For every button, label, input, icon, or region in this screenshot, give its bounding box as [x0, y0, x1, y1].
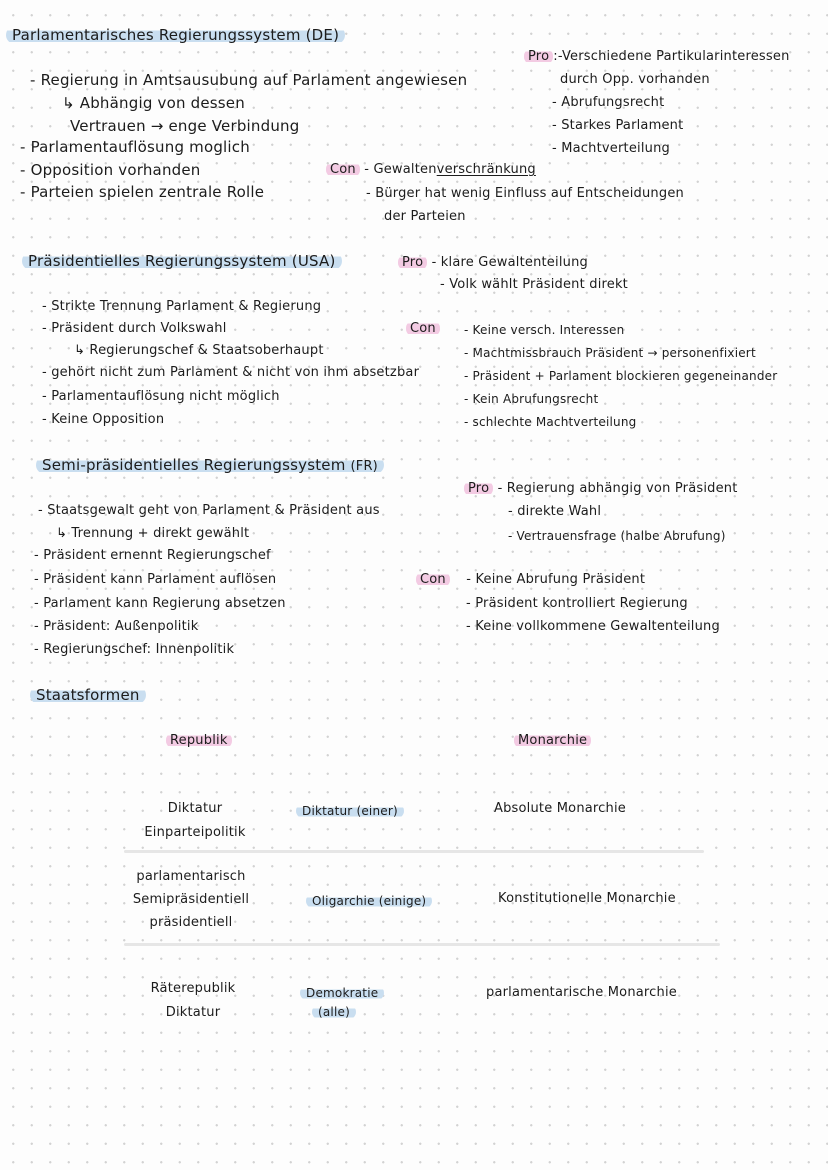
semi-item-3: - Präsident ernennt Regierungschef [34, 548, 271, 563]
pres-con-label: Con [410, 320, 440, 338]
pres-item-4: - gehört nicht zum Parlament & nicht von ihm absetzbar [42, 365, 420, 380]
row3-middle-2: (alle) [318, 1003, 356, 1021]
semi-con-2: - Präsident kontrolliert Regierung [466, 596, 688, 611]
parl-item-2: ↳ Abhängig von dessen [62, 94, 245, 112]
parl-item-5: - Opposition vorhanden [20, 161, 201, 179]
semi-con-line: Con - Keine Abrufung Präsident [420, 571, 645, 589]
parl-item-4: - Parlamentauflösung moglich [20, 138, 250, 156]
pres-pro-line: Pro - klare Gewaltenteilung [402, 254, 588, 272]
section-title-parlamentarisch: Parlamentarisches Regierungssystem (DE) [12, 26, 345, 44]
parl-pro-label: Pro [524, 49, 553, 64]
pres-item-6: - Keine Opposition [42, 412, 165, 427]
row1-left-1: Diktatur [167, 801, 223, 816]
pres-con-2: - Machtmissbrauch Präsident → personenfixiert [464, 346, 756, 360]
parl-con-3: der Parteien [384, 209, 466, 224]
semi-con-label: Con [416, 572, 450, 587]
row1-middle: Diktatur (einer) [302, 802, 404, 820]
col-header-republik: Republik [170, 732, 232, 750]
semi-item-4: - Präsident kann Parlament auflösen [34, 572, 277, 587]
section-title-semipraesidentiell: Semi-präsidentielles Regierungssystem (FR) [42, 456, 384, 476]
parl-pro-3: - Abrufungsrecht [552, 95, 665, 110]
row3-right: parlamentarische Monarchie [486, 985, 677, 1000]
pres-item-3: ↳ Regierungschef & Staatsoberhaupt [74, 343, 324, 358]
parl-con-2: - Bürger hat wenig Einfluss auf Entscheidungen [366, 186, 684, 201]
pres-con-5: - schlechte Machtverteilung [464, 415, 637, 429]
row2-left-2: Semipräsidentiell [132, 892, 250, 907]
parl-item-6: - Parteien spielen zentrale Rolle [20, 183, 265, 201]
semi-item-1: - Staatsgewalt geht von Parlament & Präsident aus [38, 503, 380, 518]
pres-pro-2: - Volk wählt Präsident direkt [440, 277, 628, 292]
row2-left-3: präsidentiell [149, 915, 233, 930]
semi-pro-3: - Vertrauensfrage (halbe Abrufung) [508, 529, 726, 543]
table-divider [124, 943, 720, 946]
semi-con-3: - Keine vollkommene Gewaltenteilung [466, 619, 720, 634]
row1-left-2: Einparteipolitik [144, 825, 246, 840]
row3-left-2: Diktatur [165, 1005, 221, 1020]
pres-con-4: - Kein Abrufungsrecht [464, 392, 599, 406]
pres-con-3: - Präsident + Parlament blockieren gegeneinander [464, 369, 778, 383]
semi-pro-line: Pro - Regierung abhängig von Präsident [468, 480, 738, 498]
parl-con-line: Con - Gewaltenverschränkung [330, 161, 536, 179]
section-title-praesidentiell: Präsidentielles Regierungssystem (USA) [28, 252, 342, 270]
semi-item-5: - Parlament kann Regierung absetzen [34, 596, 286, 611]
pres-item-2: - Präsident durch Volkswahl [42, 321, 227, 336]
row2-left-1: parlamentarisch [136, 869, 246, 884]
row3-left-1: Räterepublik [150, 981, 236, 996]
parl-pro-5: - Machtverteilung [552, 141, 670, 156]
semi-pro-2: - direkte Wahl [508, 504, 602, 519]
semi-pro-label: Pro [464, 481, 493, 496]
parl-item-3: Vertrauen → enge Verbindung [70, 117, 300, 135]
semi-item-6: - Präsident: Außenpolitik [34, 619, 199, 634]
parl-con-label: Con [326, 162, 360, 177]
pres-pro-label: Pro [398, 255, 427, 270]
parl-pro-2: durch Opp. vorhanden [560, 72, 710, 87]
row1-right: Absolute Monarchie [494, 801, 626, 816]
row3-middle-1: Demokratie [306, 984, 384, 1002]
parl-pro-line: Pro :-Verschiedene Partikularinteressen [528, 48, 790, 66]
section-title-staatsformen: Staatsformen [36, 686, 146, 704]
col-header-monarchie: Monarchie [518, 732, 591, 750]
parl-pro-4: - Starkes Parlament [552, 118, 684, 133]
semi-item-2: ↳ Trennung + direkt gewählt [56, 526, 250, 541]
semi-item-7: - Regierungschef: Innenpolitik [34, 642, 235, 657]
row2-right: Konstitutionelle Monarchie [498, 891, 676, 906]
row2-middle: Oligarchie (einige) [312, 892, 432, 910]
pres-con-1: - Keine versch. Interessen [464, 323, 625, 337]
table-divider [124, 850, 704, 853]
pres-item-5: - Parlamentauflösung nicht möglich [42, 389, 280, 404]
parl-item-1: - Regierung in Amtsausubung auf Parlament angewiesen [30, 71, 468, 89]
pres-item-1: - Strikte Trennung Parlament & Regierung [42, 299, 322, 314]
